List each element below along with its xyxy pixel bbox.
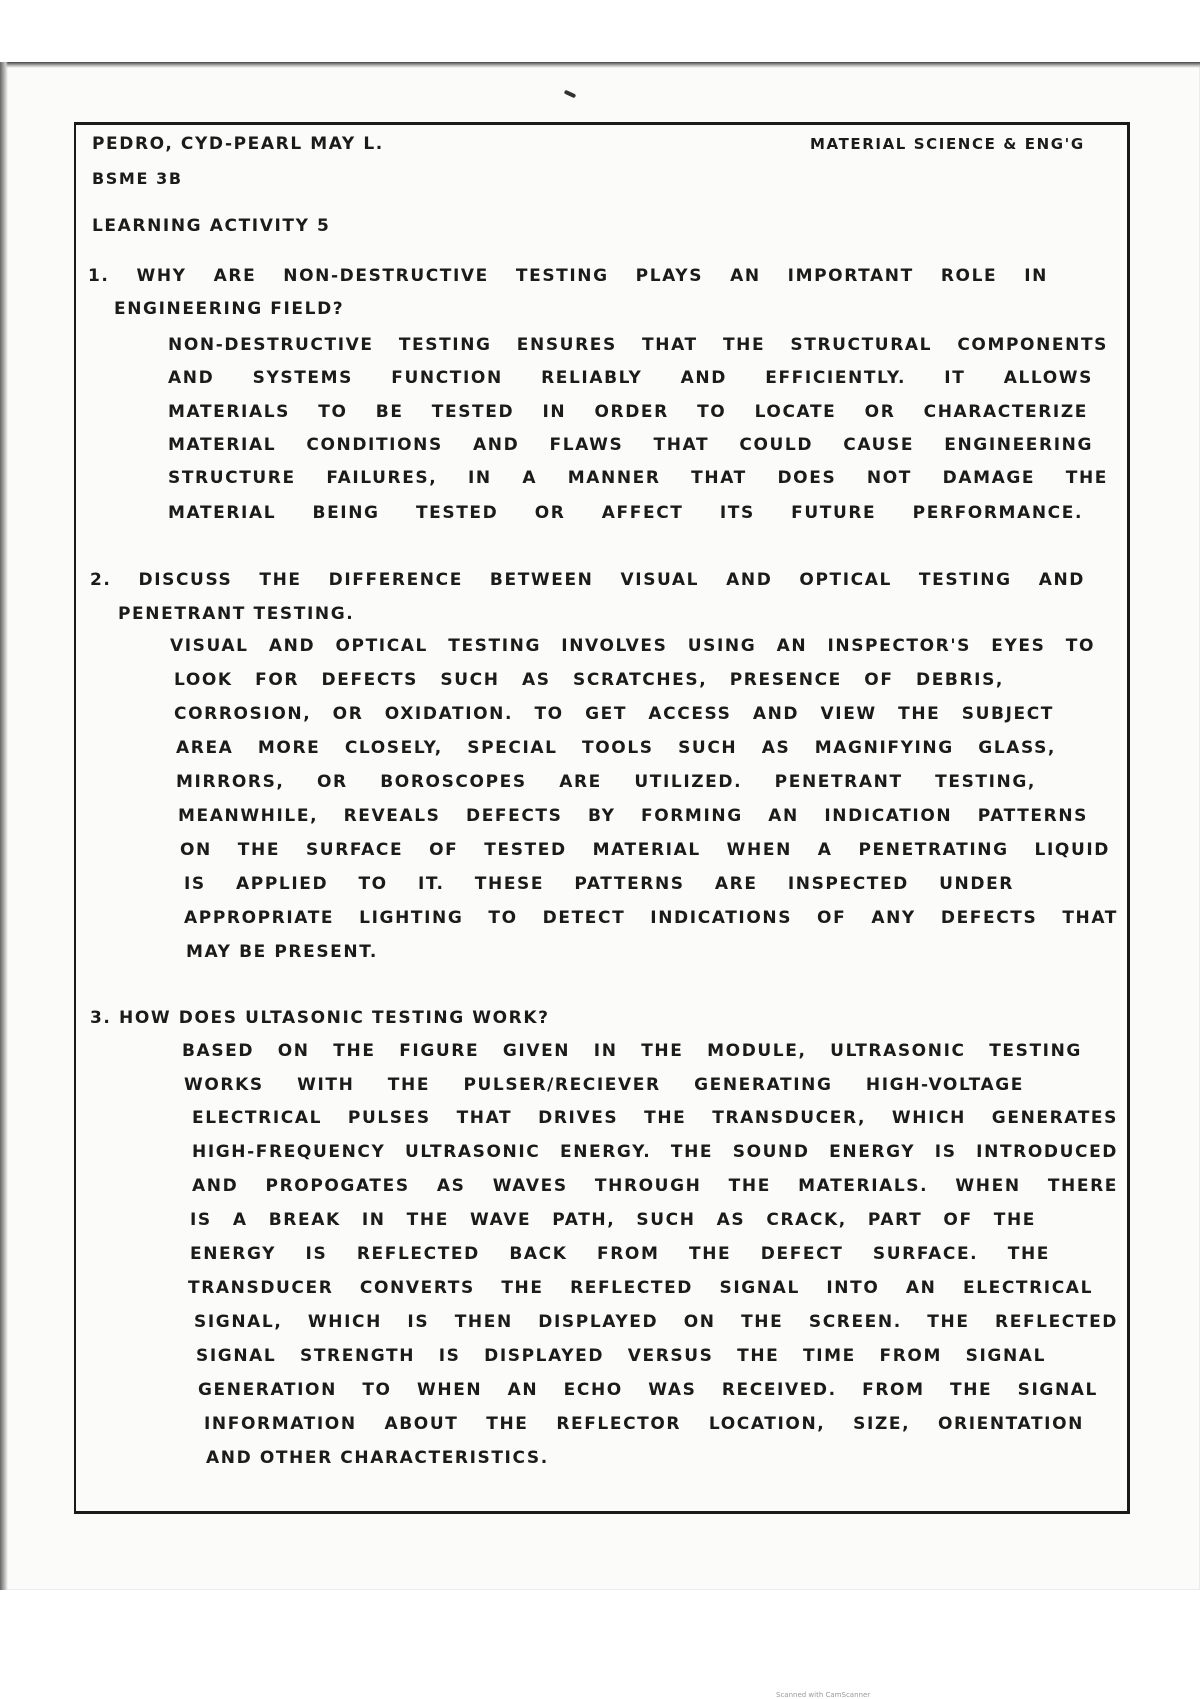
answer-3-line: AND OTHER CHARACTERISTICS.	[206, 1448, 549, 1468]
question-2-line: 2. DISCUSS THE DIFFERENCE BETWEEN VISUAL AND OPTICAL TESTING AND	[90, 570, 1085, 590]
answer-3-line: ELECTRICAL PULSES THAT DRIVES THE TRANSDUCER, WHICH GENERATES	[192, 1108, 1118, 1128]
answer-3-line: SIGNAL, WHICH IS THEN DISPLAYED ON THE SCREEN. THE REFLECTED	[194, 1312, 1118, 1332]
answer-2-line: CORROSION, OR OXIDATION. TO GET ACCESS AND VIEW THE SUBJECT	[174, 704, 1054, 724]
question-3-line: 3. HOW DOES ULTASONIC TESTING WORK?	[90, 1008, 550, 1028]
answer-3-line: ENERGY IS REFLECTED BACK FROM THE DEFECT SURFACE. THE	[190, 1244, 1050, 1264]
answer-3-line: WORKS WITH THE PULSER/RECIEVER GENERATING HIGH-VOLTAGE	[184, 1075, 1024, 1095]
answer-2-line: MAY BE PRESENT.	[186, 942, 378, 962]
answer-2-line: LOOK FOR DEFECTS SUCH AS SCRATCHES, PRESENCE OF DEBRIS,	[174, 670, 1004, 690]
answer-1-line: MATERIALS TO BE TESTED IN ORDER TO LOCATE OR CHARACTERIZE	[168, 402, 1088, 422]
answer-2-line: ON THE SURFACE OF TESTED MATERIAL WHEN A PENETRATING LIQUID	[180, 840, 1110, 860]
answer-2-line: MEANWHILE, REVEALS DEFECTS BY FORMING AN INDICATION PATTERNS	[178, 806, 1088, 826]
answer-3-line: IS A BREAK IN THE WAVE PATH, SUCH AS CRACK, PART OF THE	[190, 1210, 1036, 1230]
answer-3-line: BASED ON THE FIGURE GIVEN IN THE MODULE, ULTRASONIC TESTING	[182, 1041, 1082, 1061]
answer-3-line: AND PROPOGATES AS WAVES THROUGH THE MATERIALS. WHEN THERE	[192, 1176, 1118, 1196]
question-1-line: ENGINEERING FIELD?	[114, 299, 345, 319]
answer-3-line: GENERATION TO WHEN AN ECHO WAS RECEIVED. FROM THE SIGNAL	[198, 1380, 1098, 1400]
question-1-line: 1. WHY ARE NON-DESTRUCTIVE TESTING PLAYS AN IMPORTANT ROLE IN	[88, 266, 1048, 286]
answer-3-line: TRANSDUCER CONVERTS THE REFLECTED SIGNAL INTO AN ELECTRICAL	[188, 1278, 1093, 1298]
scan-shadow-top	[0, 62, 1200, 68]
subject-name: MATERIAL SCIENCE & ENG'G	[810, 135, 1085, 153]
answer-1-line: STRUCTURE FAILURES, IN A MANNER THAT DOES NOT DAMAGE THE	[168, 468, 1108, 488]
answer-1-line: NON-DESTRUCTIVE TESTING ENSURES THAT THE STRUCTURAL COMPONENTS	[168, 335, 1108, 355]
answer-2-line: VISUAL AND OPTICAL TESTING INVOLVES USING AN INSPECTOR'S EYES TO	[170, 636, 1095, 656]
answer-1-line: MATERIAL CONDITIONS AND FLAWS THAT COULD CAUSE ENGINEERING	[168, 435, 1093, 455]
question-2-line: PENETRANT TESTING.	[118, 604, 355, 624]
answer-3-line: INFORMATION ABOUT THE REFLECTOR LOCATION, SIZE, ORIENTATION	[204, 1414, 1084, 1434]
course-section: BSME 3B	[92, 169, 183, 188]
answer-2-line: MIRRORS, OR BOROSCOPES ARE UTILIZED. PENETRANT TESTING,	[176, 772, 1036, 792]
answer-2-line: IS APPLIED TO IT. THESE PATTERNS ARE INSPECTED UNDER	[184, 874, 1014, 894]
scan-shadow-left	[0, 62, 8, 1590]
answer-3-line: SIGNAL STRENGTH IS DISPLAYED VERSUS THE TIME FROM SIGNAL	[196, 1346, 1046, 1366]
scanner-watermark: Scanned with CamScanner	[776, 1691, 871, 1699]
answer-2-line: AREA MORE CLOSELY, SPECIAL TOOLS SUCH AS MAGNIFYING GLASS,	[176, 738, 1056, 758]
answer-3-line: HIGH-FREQUENCY ULTRASONIC ENERGY. THE SOUND ENERGY IS INTRODUCED	[192, 1142, 1118, 1162]
answer-1-line: AND SYSTEMS FUNCTION RELIABLY AND EFFICIENTLY. IT ALLOWS	[168, 368, 1093, 388]
activity-title: LEARNING ACTIVITY 5	[92, 216, 331, 236]
answer-1-line: MATERIAL BEING TESTED OR AFFECT ITS FUTURE PERFORMANCE.	[168, 503, 1083, 523]
answer-2-line: APPROPRIATE LIGHTING TO DETECT INDICATIONS OF ANY DEFECTS THAT	[184, 908, 1118, 928]
student-name: PEDRO, CYD-PEARL MAY L.	[92, 134, 384, 154]
